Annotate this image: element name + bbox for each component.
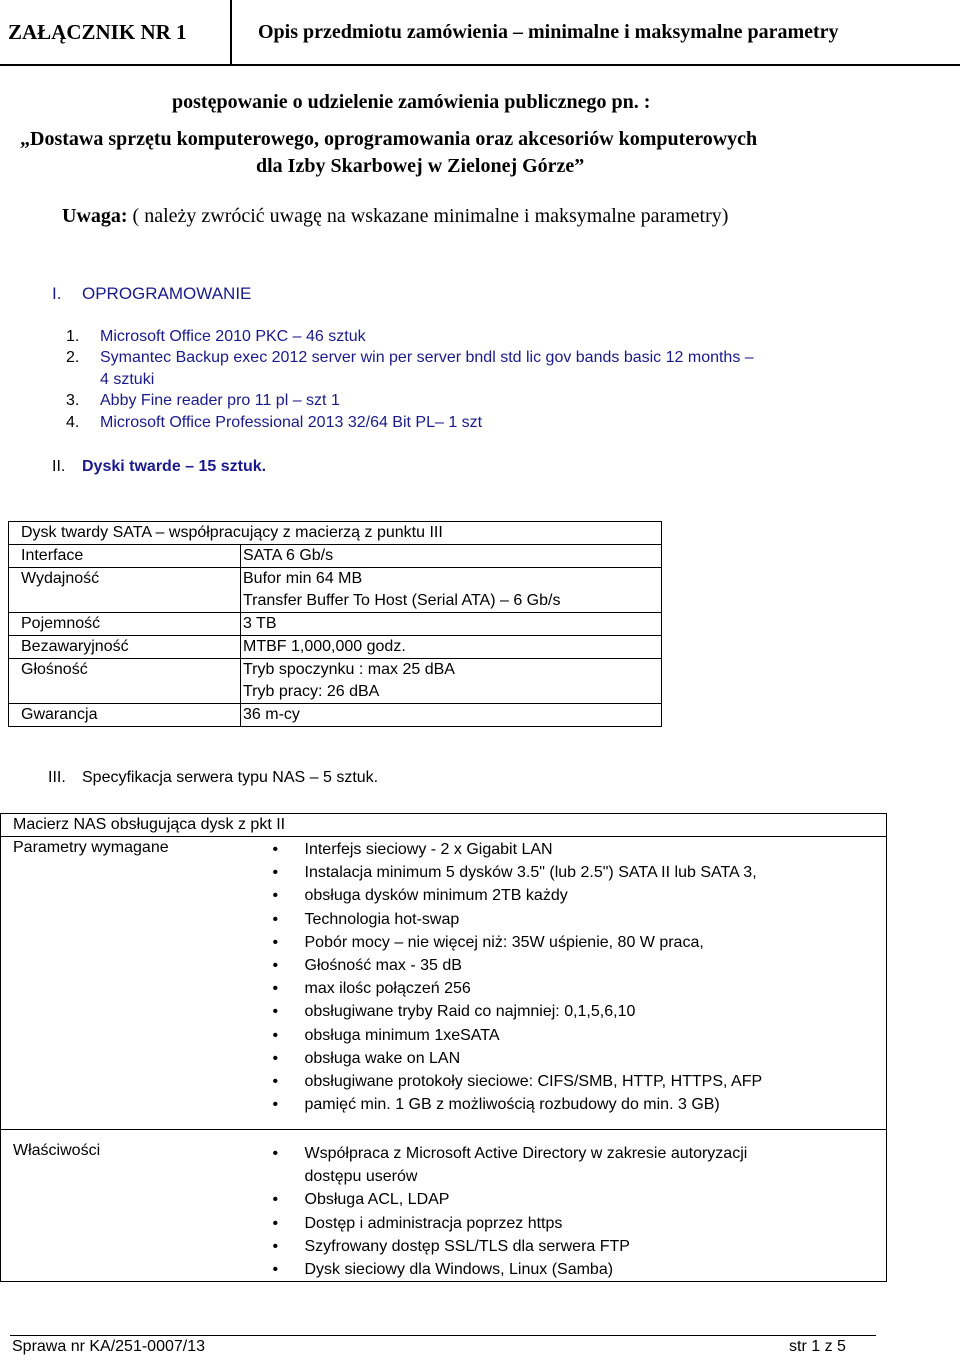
page-header — [0, 0, 960, 66]
list-item: • Pobór mocy – nie więcej niż: 35W uśpienie, 80 W praca, — [273, 931, 887, 954]
row-label: Pojemność — [9, 613, 241, 636]
table-row — [9, 545, 662, 568]
table-row — [9, 568, 662, 613]
list-item: • Dysk sieciowy dla Windows, Linux (Samba) — [273, 1258, 887, 1281]
list-item: • Technologia hot-swap — [273, 908, 887, 931]
section-3-numeral: III. — [48, 769, 66, 786]
row-label: Interface — [9, 545, 241, 568]
header-title: Opis przedmiotu zamówienia – minimalne i maksymalne parametry — [258, 20, 839, 43]
table-title: Dysk twardy SATA – współpracujący z macierzą z punktu III — [9, 522, 662, 545]
row-label: Głośność — [9, 659, 241, 704]
row-label: Właściwości — [1, 1130, 233, 1282]
list-item — [273, 1142, 887, 1188]
list-item: Microsoft Office 2010 PKC – 46 sztuk — [100, 328, 366, 345]
value-line: Transfer Buffer To Host (Serial ATA) – 6 Gb/s — [243, 592, 561, 609]
list-item: Abby Fine reader pro 11 pl – szt 1 — [100, 392, 340, 409]
row-value — [241, 568, 662, 613]
list-item: • Dostęp i administracja poprzez https — [273, 1212, 887, 1235]
value-line: 36 m-cy — [243, 706, 300, 723]
nas-table — [0, 813, 887, 1282]
row-value — [241, 659, 662, 704]
procedure-line: postępowanie o udzielenie zamówienia publicznego pn. : — [172, 91, 651, 113]
list-item: • Szyfrowany dostęp SSL/TLS dla serwera FTP — [273, 1235, 887, 1258]
table-row — [9, 522, 662, 545]
row-value — [241, 545, 662, 568]
list-item: • obsługa dysków minimum 2TB każdy — [273, 884, 887, 907]
list-item-num: 4. — [66, 414, 80, 431]
notice-text: ( należy zwrócić uwagę na wskazane minimalne i maksymalne parametry) — [127, 205, 729, 227]
case-number: Sprawa nr KA/251-0007/13 — [12, 1338, 206, 1355]
list-item: • obsługa wake on LAN — [273, 1047, 887, 1070]
row-value — [233, 1130, 887, 1282]
list-item: Microsoft Office Professional 2013 32/64 Bit PL– 1 szt — [100, 414, 483, 431]
row-value — [241, 704, 662, 727]
row-label: Wydajność — [9, 568, 241, 613]
value-line: Bufor min 64 MB — [243, 570, 363, 587]
list-item: • Instalacja minimum 5 dysków 3.5" (lub 2.5") SATA II lub SATA 3, — [273, 861, 887, 884]
section-2-numeral: II. — [52, 458, 66, 475]
value-line: MTBF 1,000,000 godz. — [243, 638, 406, 655]
value-line: Tryb spoczynku : max 25 dBA — [243, 661, 455, 678]
table-row — [1, 814, 887, 837]
table-title: Macierz NAS obsługująca dysk z pkt II — [1, 814, 887, 837]
list-item: • max ilośc połączeń 256 — [273, 977, 887, 1000]
table-row — [1, 837, 887, 1130]
notice — [62, 205, 728, 228]
list-item: • Obsługa ACL, LDAP — [273, 1188, 887, 1211]
section-1-numeral: I. — [52, 284, 62, 303]
list-item-line: dostępu userów — [304, 1168, 418, 1186]
list-item: • pamięć min. 1 GB z możliwością rozbudowy do min. 3 GB) — [273, 1093, 887, 1116]
required-parameters-list — [273, 838, 887, 1116]
attachment-number: ZAŁĄCZNIK NR 1 — [0, 0, 232, 64]
list-item-num: 1. — [66, 328, 80, 345]
row-label: Parametry wymagane — [1, 837, 233, 1130]
procedure-title-line-1: „Dostawa sprzętu komputerowego, oprogramowania oraz akcesoriów komputerowych — [20, 128, 758, 150]
row-label: Gwarancja — [9, 704, 241, 727]
table-row — [9, 613, 662, 636]
notice-label: Uwaga: — [62, 205, 128, 227]
value-line: Tryb pracy: 26 dBA — [243, 683, 380, 700]
list-item: • obsługa minimum 1xeSATA — [273, 1024, 887, 1047]
page-number: str 1 z 5 — [789, 1338, 846, 1355]
list-item-num: 3. — [66, 392, 80, 409]
list-item-continuation: 4 sztuki — [100, 371, 155, 388]
list-item-line: • Współpraca z Microsoft Active Directory w zakresie autoryzacji — [304, 1145, 748, 1162]
row-value — [241, 613, 662, 636]
properties-list — [273, 1142, 887, 1281]
section-3-title: Specyfikacja serwera typu NAS – 5 sztuk. — [82, 769, 379, 786]
row-label: Bezawaryjność — [9, 636, 241, 659]
footer-divider — [10, 1335, 876, 1336]
table-row — [9, 704, 662, 727]
table-row — [9, 636, 662, 659]
value-line: SATA 6 Gb/s — [243, 547, 334, 564]
list-item: • obsługiwane protokoły sieciowe: CIFS/SMB, HTTP, HTTPS, AFP — [273, 1070, 887, 1093]
list-item: • obsługiwane tryby Raid co najmniej: 0,1,5,6,10 — [273, 1000, 887, 1023]
list-item-num: 2. — [66, 349, 80, 366]
list-item: Symantec Backup exec 2012 server win per server bndl std lic gov bands basic 12 months – — [100, 349, 754, 366]
table-row — [9, 659, 662, 704]
section-2-title: Dyski twarde – 15 sztuk. — [82, 458, 267, 475]
row-value — [241, 636, 662, 659]
procedure-title-line-2: dla Izby Skarbowej w Zielonej Górze” — [256, 155, 585, 177]
list-item: • Głośność max - 35 dB — [273, 954, 887, 977]
table-row — [1, 1130, 887, 1282]
value-line: 3 TB — [243, 615, 277, 632]
list-item: • Interfejs sieciowy - 2 x Gigabit LAN — [273, 838, 887, 861]
row-value — [233, 837, 887, 1130]
hard-disk-table — [8, 521, 662, 727]
section-1-title: OPROGRAMOWANIE — [82, 284, 252, 303]
